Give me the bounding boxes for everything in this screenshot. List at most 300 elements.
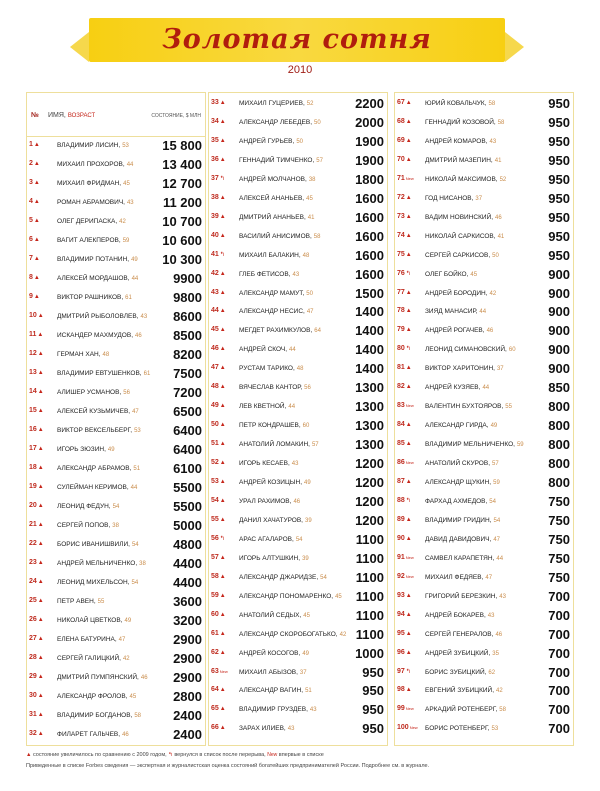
up-arrow-icon: ▲: [405, 251, 412, 258]
fortune-value: 1300: [355, 399, 384, 415]
person-age: 60: [508, 347, 516, 354]
rank-number: [29, 597, 57, 604]
up-arrow-icon: ▲: [405, 649, 412, 656]
rank-number: [397, 289, 425, 296]
person-name: [239, 517, 312, 524]
page-title: Золотая сотня: [162, 24, 432, 55]
person-age: 45: [306, 195, 313, 202]
rank-number: [29, 635, 57, 642]
person-name-text: ЗИЯД МАНАСИР,: [425, 308, 478, 316]
person-name-text: ДАНИЛ ХАЧАТУРОВ,: [239, 516, 303, 524]
rank-number: [397, 364, 425, 371]
up-arrow-icon: ▲: [33, 218, 40, 224]
new-badge-icon: New: [405, 460, 414, 466]
person-name: [239, 460, 298, 467]
up-arrow-icon: ▲: [219, 479, 226, 485]
person-name-text: АЛЕКСАНДР ПОНОМАРЕНКО,: [239, 592, 334, 600]
table-row: [27, 707, 205, 725]
up-arrow-icon: ▲: [405, 308, 412, 315]
person-name-text: АНДРЕЙ БОРОДИН,: [425, 289, 488, 297]
person-age: 61: [125, 295, 132, 301]
person-age: 44: [482, 385, 490, 392]
rank-number: [211, 686, 239, 693]
person-age: 45: [123, 181, 130, 187]
rank-number: [397, 630, 425, 637]
table-row: [209, 114, 387, 132]
person-name-text: ГЕННАДИЙ ТИМЧЕНКО,: [239, 156, 315, 164]
fortune-value: 1100: [355, 550, 384, 566]
person-age: 47: [306, 309, 314, 316]
person-name-text: ВЛАДИМИР БОГДАНОВ,: [57, 712, 133, 719]
rank-value: 24: [29, 578, 37, 585]
person-name: [239, 669, 307, 676]
fortune-value: 3600: [173, 594, 202, 609]
rank-number: [211, 270, 239, 277]
person-name-text: ВАСИЛИЙ АНИСИМОВ,: [239, 232, 312, 240]
fortune-value: 900: [548, 304, 570, 320]
new-badge-icon: New: [405, 175, 414, 181]
fortune-value: 800: [548, 475, 570, 490]
person-name: [57, 142, 129, 149]
fortune-value: 10 300: [162, 252, 202, 267]
rank-number: [211, 421, 239, 428]
rank-value: 35: [211, 136, 219, 144]
person-age: 55: [97, 599, 105, 605]
person-name-text: СЕРГЕЙ САРКИСОВ,: [425, 251, 491, 259]
rank-value: 2: [29, 160, 33, 167]
person-name: [239, 441, 319, 448]
new-badge-icon: New: [405, 573, 414, 579]
up-arrow-icon: ▲: [405, 327, 412, 334]
person-name-text: СЕРГЕЙ ГАЛИЦКИЙ,: [57, 655, 121, 662]
table-row: [209, 588, 387, 606]
person-name: [57, 332, 142, 339]
fortune-value: 12 700: [162, 176, 202, 191]
person-name-text: НИКОЛАЙ САРКИСОВ,: [425, 232, 496, 240]
person-age: 57: [311, 442, 319, 449]
rank-number: [397, 307, 425, 314]
up-arrow-icon: ▲: [405, 100, 412, 106]
person-name-text: ВЛАДИМИР ЕВТУШЕНКОВ,: [57, 370, 142, 377]
fortune-value: 950: [548, 171, 570, 187]
up-arrow-icon: ▲: [219, 403, 226, 410]
rank-number: [29, 369, 57, 376]
rank-value: 39: [211, 212, 219, 220]
rank-number: [211, 459, 239, 466]
return-arrow-icon: ↰: [219, 535, 225, 542]
rank-value: 78: [397, 307, 405, 315]
fortune-value: 700: [548, 626, 570, 642]
table-row: [395, 664, 573, 682]
person-name-text: ВЯЧЕСЛАВ КАНТОР,: [239, 384, 303, 392]
up-arrow-icon: ▲: [219, 460, 226, 467]
person-age: 49: [304, 480, 311, 486]
rank-number: [211, 99, 239, 106]
rank-value: 1: [29, 141, 33, 148]
fortune-value: 1600: [355, 228, 384, 244]
rank-value: 50: [211, 421, 219, 429]
rank-number: [29, 445, 57, 452]
person-age: 54: [112, 504, 120, 510]
person-name-text: РОМАН АБРАМОВИЧ,: [57, 199, 125, 206]
up-arrow-icon: ▲: [405, 118, 412, 125]
fortune-value: 9800: [173, 290, 202, 305]
fortune-value: 950: [548, 247, 570, 263]
person-name: [425, 479, 500, 486]
table-row: [27, 441, 205, 459]
rank-number: [211, 232, 239, 239]
up-arrow-icon: ▲: [219, 611, 226, 618]
rank-number: [29, 654, 57, 661]
table-row: [209, 303, 387, 321]
person-name-text: ЕВГЕНИЙ ЗУБИЦКИЙ,: [425, 687, 495, 695]
person-age: 39: [302, 555, 309, 562]
rank-value: 64: [211, 686, 219, 694]
up-arrow-icon: ▲: [33, 199, 40, 205]
year-label: 2010: [287, 64, 313, 76]
up-arrow-icon: ▲: [33, 142, 40, 148]
up-arrow-icon: ▲: [37, 522, 44, 528]
rank-value: 56: [211, 534, 219, 542]
table-row: [395, 701, 573, 719]
rank-value: 22: [29, 540, 37, 547]
rank-number: [397, 440, 425, 447]
rank-value: 53: [211, 478, 219, 485]
person-age: 44: [496, 555, 504, 562]
person-name-text: ЛЕОНИД СИМАНОВСКИЙ,: [425, 346, 507, 354]
person-age: 49: [302, 650, 309, 657]
table-row: [395, 626, 573, 644]
rank-number: [397, 118, 425, 125]
person-age: 56: [123, 390, 130, 396]
rank-value: 32: [29, 730, 37, 737]
up-arrow-icon: ▲: [37, 465, 44, 471]
person-name-text: АЛЕКСАНДР ВАГИН,: [239, 687, 304, 695]
person-age: 62: [488, 669, 496, 676]
person-name: [239, 195, 313, 202]
title-banner: [89, 18, 505, 62]
rank-number: [211, 137, 239, 144]
person-name-text: БОРИС РОТЕНБЕРГ,: [425, 725, 490, 733]
person-name-text: АЛИШЕР УСМАНОВ,: [57, 389, 122, 396]
person-name-text: ВИКТОР ХАРИТОНИН,: [425, 365, 495, 373]
table-row: [395, 455, 573, 473]
rank-value: 72: [397, 193, 405, 201]
person-age: 48: [302, 252, 310, 259]
rank-number: [397, 383, 425, 390]
person-name-text: МИХАИЛ ПРОХОРОВ,: [57, 161, 125, 168]
fortune-value: 2800: [173, 689, 202, 704]
person-age: 43: [489, 138, 497, 145]
person-name: [239, 252, 309, 259]
person-name-text: АНДРЕЙ МОЛЧАНОВ,: [239, 175, 307, 183]
fortune-value: 750: [548, 493, 570, 509]
person-name-text: ГРИГОРИЙ БЕРЕЗКИН,: [425, 592, 498, 600]
table-row: [209, 720, 387, 738]
person-name-text: АНДРЕЙ ЗУБИЦКИЙ,: [425, 649, 491, 657]
person-name-text: АНАТОЛИЙ СЕДЫХ,: [239, 611, 302, 619]
fortune-value: 1400: [355, 323, 384, 339]
rank-value: 43: [211, 288, 219, 296]
rank-value: 18: [29, 464, 37, 471]
rank-value: 85: [397, 440, 405, 448]
fortune-value: 1100: [355, 588, 384, 604]
person-name: [239, 479, 311, 486]
fortune-value: 9900: [173, 271, 202, 286]
person-name: [57, 636, 125, 643]
state-header: СОСТОЯНИЕ, $ МЛН: [151, 113, 201, 119]
fortune-value: 1400: [355, 304, 384, 320]
person-age: 43: [292, 271, 300, 278]
person-age: 42: [339, 631, 347, 638]
rank-value: 6: [29, 236, 33, 243]
person-age: 54: [295, 536, 303, 543]
person-age: 59: [516, 442, 524, 449]
table-row: [209, 152, 387, 170]
person-age: 54: [320, 574, 327, 581]
rank-number: [29, 616, 57, 623]
ranking-column-3: [394, 92, 574, 746]
table-row: [209, 607, 387, 625]
new-badge-icon: New: [405, 403, 414, 409]
person-name: [239, 176, 316, 183]
rank-value: 14: [29, 388, 37, 395]
rank-value: 52: [211, 459, 219, 467]
person-age: 43: [291, 461, 299, 468]
person-name-text: БОРИС ИВАНИШВИЛИ,: [57, 541, 130, 548]
person-age: 57: [492, 461, 499, 468]
person-name-text: АНДРЕЙ ГУРЬЕВ,: [239, 137, 295, 145]
person-age: 45: [129, 694, 137, 700]
person-name-text: СЕРГЕЙ ПОПОВ,: [57, 522, 111, 529]
fortune-value: 700: [548, 721, 570, 737]
rank-value: 7: [29, 255, 33, 262]
person-name-text: АНДРЕЙ СКОЧ,: [239, 346, 288, 354]
fortune-value: 700: [548, 588, 570, 604]
rank-value: 42: [211, 269, 219, 277]
rank-number: [211, 497, 239, 504]
table-row: [395, 645, 573, 663]
person-age: 45: [335, 593, 342, 600]
rank-number: [397, 686, 425, 693]
fortune-value: 1600: [355, 190, 384, 206]
table-row: [395, 398, 573, 416]
table-row: [27, 346, 205, 364]
table-row: [209, 455, 387, 473]
person-name-text: ГЕННАДИЙ КОЗОВОЙ,: [425, 118, 496, 126]
table-row: [395, 228, 573, 246]
rank-value: 31: [29, 711, 37, 718]
person-name-text: АНДРЕЙ КОЗИЦЫН,: [239, 479, 303, 486]
rank-number: [29, 711, 57, 718]
rank-value: 63: [211, 667, 219, 675]
person-name-text: МИХАИЛ ГУЦЕРИЕВ,: [239, 100, 305, 107]
person-age: 52: [306, 101, 314, 107]
table-row: [209, 512, 387, 530]
person-name: [425, 725, 498, 732]
person-age: 46: [122, 732, 129, 738]
fortune-value: 900: [548, 285, 570, 301]
person-age: 41: [497, 233, 505, 240]
person-age: 38: [112, 523, 119, 529]
table-row: [209, 398, 387, 416]
up-arrow-icon: ▲: [219, 365, 226, 372]
rank-value: 9: [29, 293, 33, 300]
table-row: [27, 251, 205, 269]
person-age: 58: [313, 233, 321, 240]
fortune-value: 1800: [355, 171, 384, 187]
table-row: [395, 607, 573, 625]
person-age: 38: [139, 561, 146, 567]
person-age: 51: [305, 688, 312, 695]
person-name-text: ИСКАНДЕР МАХМУДОВ,: [57, 332, 133, 339]
person-name-text: ДМИТРИЙ АНАНЬЕВ,: [239, 213, 306, 221]
up-arrow-icon: ▲: [33, 275, 40, 281]
person-name-text: ГЕРМАН ХАН,: [57, 351, 101, 358]
person-name: [57, 408, 139, 415]
rank-value: 70: [397, 155, 405, 163]
table-row: [27, 156, 205, 174]
rank-value: 76: [397, 269, 405, 277]
fortune-value: 800: [548, 456, 570, 472]
rank-value: 17: [29, 445, 37, 452]
person-name: [425, 100, 495, 107]
person-name-text: БОРИС ЗУБИЦКИЙ,: [425, 668, 487, 676]
rank-number: [211, 345, 239, 352]
person-name: [425, 517, 500, 524]
fortune-value: 8500: [173, 328, 202, 343]
up-arrow-icon: ▲: [33, 180, 40, 186]
rank-number: [29, 160, 57, 167]
rank-number: [29, 692, 57, 699]
person-name: [57, 351, 109, 358]
fortune-value: 950: [548, 114, 570, 130]
fortune-value: 900: [548, 342, 570, 358]
rank-number: [29, 141, 57, 148]
ranking-column-1: [26, 92, 206, 746]
rank-number: [397, 478, 425, 485]
person-name: [57, 541, 139, 548]
name-header: [48, 112, 95, 119]
table-row: [27, 631, 205, 649]
up-arrow-icon: ▲: [219, 100, 226, 106]
person-name: [57, 446, 115, 453]
person-name: [425, 195, 482, 202]
person-name: [425, 441, 524, 448]
person-age: 37: [496, 366, 504, 373]
person-name-text: АЛЕКСАНДР ДЖАРИДЗЕ,: [239, 573, 319, 581]
rank-value: 54: [211, 496, 219, 504]
return-arrow-icon: ↰: [168, 752, 173, 758]
fortune-value: 700: [548, 607, 570, 623]
fortune-value: 1500: [355, 285, 384, 301]
person-name: [425, 365, 504, 372]
fortune-value: 750: [548, 531, 570, 547]
table-row: [209, 474, 387, 492]
fortune-value: 2900: [173, 670, 202, 685]
person-name-text: АНДРЕЙ КОСОГОВ,: [239, 649, 301, 657]
person-name-text: ЛЕОНИД МИХЕЛЬСОН,: [57, 579, 130, 586]
rank-value: 55: [211, 515, 219, 523]
person-name-text: ДМИТРИЙ МАЗЕПИН,: [425, 156, 493, 164]
table-row: [395, 436, 573, 454]
rank-value: 8: [29, 274, 33, 281]
rank-number: [29, 274, 57, 281]
table-row: [209, 285, 387, 303]
person-name: [425, 498, 496, 505]
table-row: [395, 588, 573, 606]
person-age: 43: [287, 726, 295, 733]
person-age: 58: [499, 707, 506, 714]
table-row: [27, 555, 205, 573]
person-name-text: УРАЛ РАХИМОВ,: [239, 497, 292, 505]
rank-value: 61: [211, 629, 219, 637]
up-arrow-icon: ▲: [219, 554, 226, 561]
rank-number: [29, 730, 57, 737]
fortune-value: 850: [548, 380, 570, 396]
person-name: [425, 650, 499, 657]
person-age: 49: [490, 423, 498, 430]
rank-number: [211, 364, 239, 371]
person-name: [239, 214, 314, 221]
person-age: 44: [479, 309, 487, 316]
rank-value: 93: [397, 591, 405, 599]
fortune-value: 1100: [355, 626, 384, 642]
table-row: [27, 289, 205, 307]
table-row: [209, 645, 387, 663]
table-row: [27, 498, 205, 516]
person-name-text: ДМИТРИЙ ПУМПЯНСКИЙ,: [57, 674, 139, 681]
fortune-value: 7500: [173, 366, 202, 381]
up-arrow-icon: ▲: [37, 712, 44, 718]
person-name-text: МИХАИЛ ФЕДЯЕВ,: [425, 573, 484, 581]
person-name-text: НИКОЛАЙ МАКСИМОВ,: [425, 175, 498, 183]
person-name: [57, 313, 147, 320]
rank-value: 11: [29, 331, 37, 338]
up-arrow-icon: ▲: [405, 592, 412, 599]
rank-number: [397, 232, 425, 239]
person-age: 48: [296, 366, 304, 373]
up-arrow-icon: ▲: [219, 346, 226, 353]
person-age: 53: [122, 143, 129, 149]
rank-number: [397, 99, 425, 106]
up-arrow-icon: ▲: [219, 630, 226, 637]
person-name: [425, 612, 494, 619]
table-row: [395, 266, 573, 284]
person-age: 53: [134, 428, 141, 434]
person-name: [239, 631, 346, 638]
person-name-text: АРКАДИЙ РОТЕНБЕРГ,: [425, 706, 498, 714]
person-age: 54: [493, 517, 501, 524]
rank-value: 91: [397, 553, 405, 561]
person-age: 54: [131, 580, 139, 586]
ranking-column-2: [208, 92, 388, 746]
person-name-text: АЛЕКСАНДР ЛЕБЕДЕВ,: [239, 118, 312, 126]
person-name-text: ГОД НИСАНОВ,: [425, 194, 474, 202]
fortune-value: 4400: [173, 575, 202, 590]
person-name: [425, 669, 495, 676]
person-name: [239, 308, 314, 315]
rank-value: 77: [397, 288, 405, 296]
up-arrow-icon: ▲: [219, 289, 226, 296]
rank-value: 36: [211, 155, 219, 163]
rank-value: 19: [29, 483, 37, 490]
person-name-text: АНДРЕЙ КУЗЯЕВ,: [425, 384, 481, 392]
table-row: [395, 493, 573, 511]
rank-number: [211, 611, 239, 618]
rank-value: 87: [397, 478, 405, 485]
up-arrow-icon: ▲: [33, 294, 40, 300]
